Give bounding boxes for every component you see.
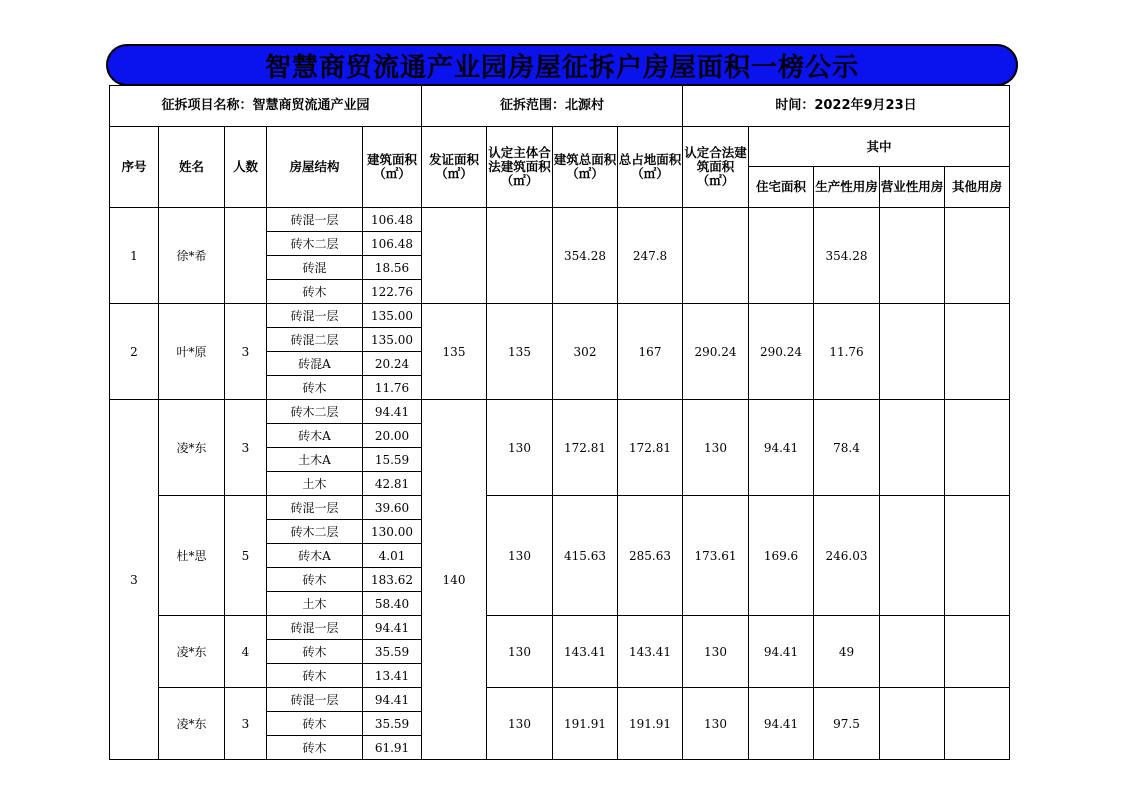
legal-area-cell: 290.24 (683, 304, 749, 400)
structure-cell: 砖木 (267, 736, 363, 760)
col-people: 人数 (225, 127, 267, 208)
business-cell (880, 304, 945, 400)
production-cell: 78.4 (814, 400, 880, 496)
col-cert: 发证面积（㎡） (422, 127, 487, 208)
total-cell: 415.63 (553, 496, 618, 616)
business-cell (880, 400, 945, 496)
residential-cell: 290.24 (749, 304, 814, 400)
residential-cell: 169.6 (749, 496, 814, 616)
legal-cell: 130 (487, 688, 553, 760)
area-cell: 106.48 (363, 208, 422, 232)
production-cell: 97.5 (814, 688, 880, 760)
area-cell: 58.40 (363, 592, 422, 616)
name-cell: 徐*希 (159, 208, 225, 304)
land-cell: 285.63 (618, 496, 683, 616)
structure-cell: 土木A (267, 448, 363, 472)
col-legal: 认定主体合法建筑面积（㎡） (487, 127, 553, 208)
publish-time: 时间：2022年9月23日 (683, 86, 1010, 127)
structure-cell: 砖混二层 (267, 328, 363, 352)
col-business: 营业性用房 (880, 167, 945, 208)
area-cell: 35.59 (363, 640, 422, 664)
col-legal-area: 认定合法建筑面积（㎡） (683, 127, 749, 208)
total-cell: 302 (553, 304, 618, 400)
area-cell: 42.81 (363, 472, 422, 496)
table-row (110, 496, 1010, 520)
area-cell: 18.56 (363, 256, 422, 280)
residential-cell: 94.41 (749, 688, 814, 760)
total-cell: 354.28 (553, 208, 618, 304)
legal-cell: 130 (487, 616, 553, 688)
area-cell: 94.41 (363, 688, 422, 712)
legal-area-cell (683, 208, 749, 304)
cert-cell: 135 (422, 304, 487, 400)
structure-cell: 砖混一层 (267, 688, 363, 712)
people-cell: 3 (225, 400, 267, 496)
scope: 征拆范围：北源村 (422, 86, 683, 127)
area-cell: 135.00 (363, 304, 422, 328)
residential-cell: 94.41 (749, 616, 814, 688)
legal-area-cell: 173.61 (683, 496, 749, 616)
cert-cell (422, 208, 487, 304)
area-cell: 20.24 (363, 352, 422, 376)
area-cell: 39.60 (363, 496, 422, 520)
structure-cell: 砖木 (267, 376, 363, 400)
info-row (110, 86, 1010, 127)
structure-cell: 砖木 (267, 568, 363, 592)
structure-cell: 砖混一层 (267, 616, 363, 640)
table-row (110, 400, 1010, 424)
land-cell: 167 (618, 304, 683, 400)
legal-cell (487, 208, 553, 304)
seq-cell: 2 (110, 304, 159, 400)
area-cell: 122.76 (363, 280, 422, 304)
land-cell: 172.81 (618, 400, 683, 496)
col-production: 生产性用房 (814, 167, 880, 208)
other-cell (945, 304, 1010, 400)
area-cell: 15.59 (363, 448, 422, 472)
col-seq: 序号 (110, 127, 159, 208)
structure-cell: 砖木 (267, 640, 363, 664)
project-name: 征拆项目名称：智慧商贸流通产业园 (110, 86, 422, 127)
structure-cell: 土木 (267, 472, 363, 496)
other-cell (945, 400, 1010, 496)
structure-cell: 土木 (267, 592, 363, 616)
residential-cell: 94.41 (749, 400, 814, 496)
area-cell: 13.41 (363, 664, 422, 688)
legal-cell: 130 (487, 400, 553, 496)
total-cell: 172.81 (553, 400, 618, 496)
people-cell: 3 (225, 304, 267, 400)
name-cell: 凌*东 (159, 616, 225, 688)
seq-cell: 3 (110, 400, 159, 760)
business-cell (880, 616, 945, 688)
name-cell: 叶*原 (159, 304, 225, 400)
col-area: 建筑面积（㎡） (363, 127, 422, 208)
legal-cell: 135 (487, 304, 553, 400)
seq-cell: 1 (110, 208, 159, 304)
name-cell: 杜*思 (159, 496, 225, 616)
structure-cell: 砖混A (267, 352, 363, 376)
structure-cell: 砖木二层 (267, 232, 363, 256)
structure-cell: 砖木A (267, 544, 363, 568)
structure-cell: 砖混一层 (267, 304, 363, 328)
area-cell: 4.01 (363, 544, 422, 568)
legal-area-cell: 130 (683, 616, 749, 688)
business-cell (880, 496, 945, 616)
structure-cell: 砖木二层 (267, 400, 363, 424)
structure-cell: 砖混 (267, 256, 363, 280)
other-cell (945, 688, 1010, 760)
area-cell: 183.62 (363, 568, 422, 592)
area-cell: 94.41 (363, 400, 422, 424)
col-name: 姓名 (159, 127, 225, 208)
legal-cell: 130 (487, 496, 553, 616)
structure-cell: 砖木A (267, 424, 363, 448)
area-cell: 61.91 (363, 736, 422, 760)
structure-cell: 砖混一层 (267, 496, 363, 520)
title-banner (106, 44, 1018, 86)
land-cell: 191.91 (618, 688, 683, 760)
table-row (110, 208, 1010, 232)
area-cell: 11.76 (363, 376, 422, 400)
table-row (110, 688, 1010, 712)
structure-cell: 砖木二层 (267, 520, 363, 544)
area-table (109, 85, 1010, 760)
other-cell (945, 496, 1010, 616)
area-cell: 130.00 (363, 520, 422, 544)
col-among: 其中 (749, 127, 1010, 167)
cert-cell: 140 (422, 400, 487, 760)
table-row (110, 304, 1010, 328)
total-cell: 143.41 (553, 616, 618, 688)
business-cell (880, 208, 945, 304)
col-other: 其他用房 (945, 167, 1010, 208)
production-cell: 246.03 (814, 496, 880, 616)
other-cell (945, 208, 1010, 304)
area-cell: 20.00 (363, 424, 422, 448)
people-cell: 3 (225, 688, 267, 760)
area-cell: 135.00 (363, 328, 422, 352)
header-row (110, 127, 1010, 167)
people-cell: 4 (225, 616, 267, 688)
residential-cell (749, 208, 814, 304)
land-cell: 143.41 (618, 616, 683, 688)
col-residential: 住宅面积 (749, 167, 814, 208)
col-land: 总占地面积（㎡） (618, 127, 683, 208)
table-row (110, 616, 1010, 640)
area-cell: 35.59 (363, 712, 422, 736)
business-cell (880, 688, 945, 760)
production-cell: 11.76 (814, 304, 880, 400)
legal-area-cell: 130 (683, 688, 749, 760)
other-cell (945, 616, 1010, 688)
area-cell: 94.41 (363, 616, 422, 640)
structure-cell: 砖混一层 (267, 208, 363, 232)
legal-area-cell: 130 (683, 400, 749, 496)
structure-cell: 砖木 (267, 664, 363, 688)
production-cell: 49 (814, 616, 880, 688)
name-cell: 凌*东 (159, 688, 225, 760)
name-cell: 凌*东 (159, 400, 225, 496)
col-structure: 房屋结构 (267, 127, 363, 208)
structure-cell: 砖木 (267, 712, 363, 736)
people-cell: 5 (225, 496, 267, 616)
col-total: 建筑总面积（㎡） (553, 127, 618, 208)
people-cell (225, 208, 267, 304)
total-cell: 191.91 (553, 688, 618, 760)
production-cell: 354.28 (814, 208, 880, 304)
structure-cell: 砖木 (267, 280, 363, 304)
page-title: 智慧商贸流通产业园房屋征拆户房屋面积一榜公示 (264, 52, 859, 83)
land-cell: 247.8 (618, 208, 683, 304)
area-cell: 106.48 (363, 232, 422, 256)
